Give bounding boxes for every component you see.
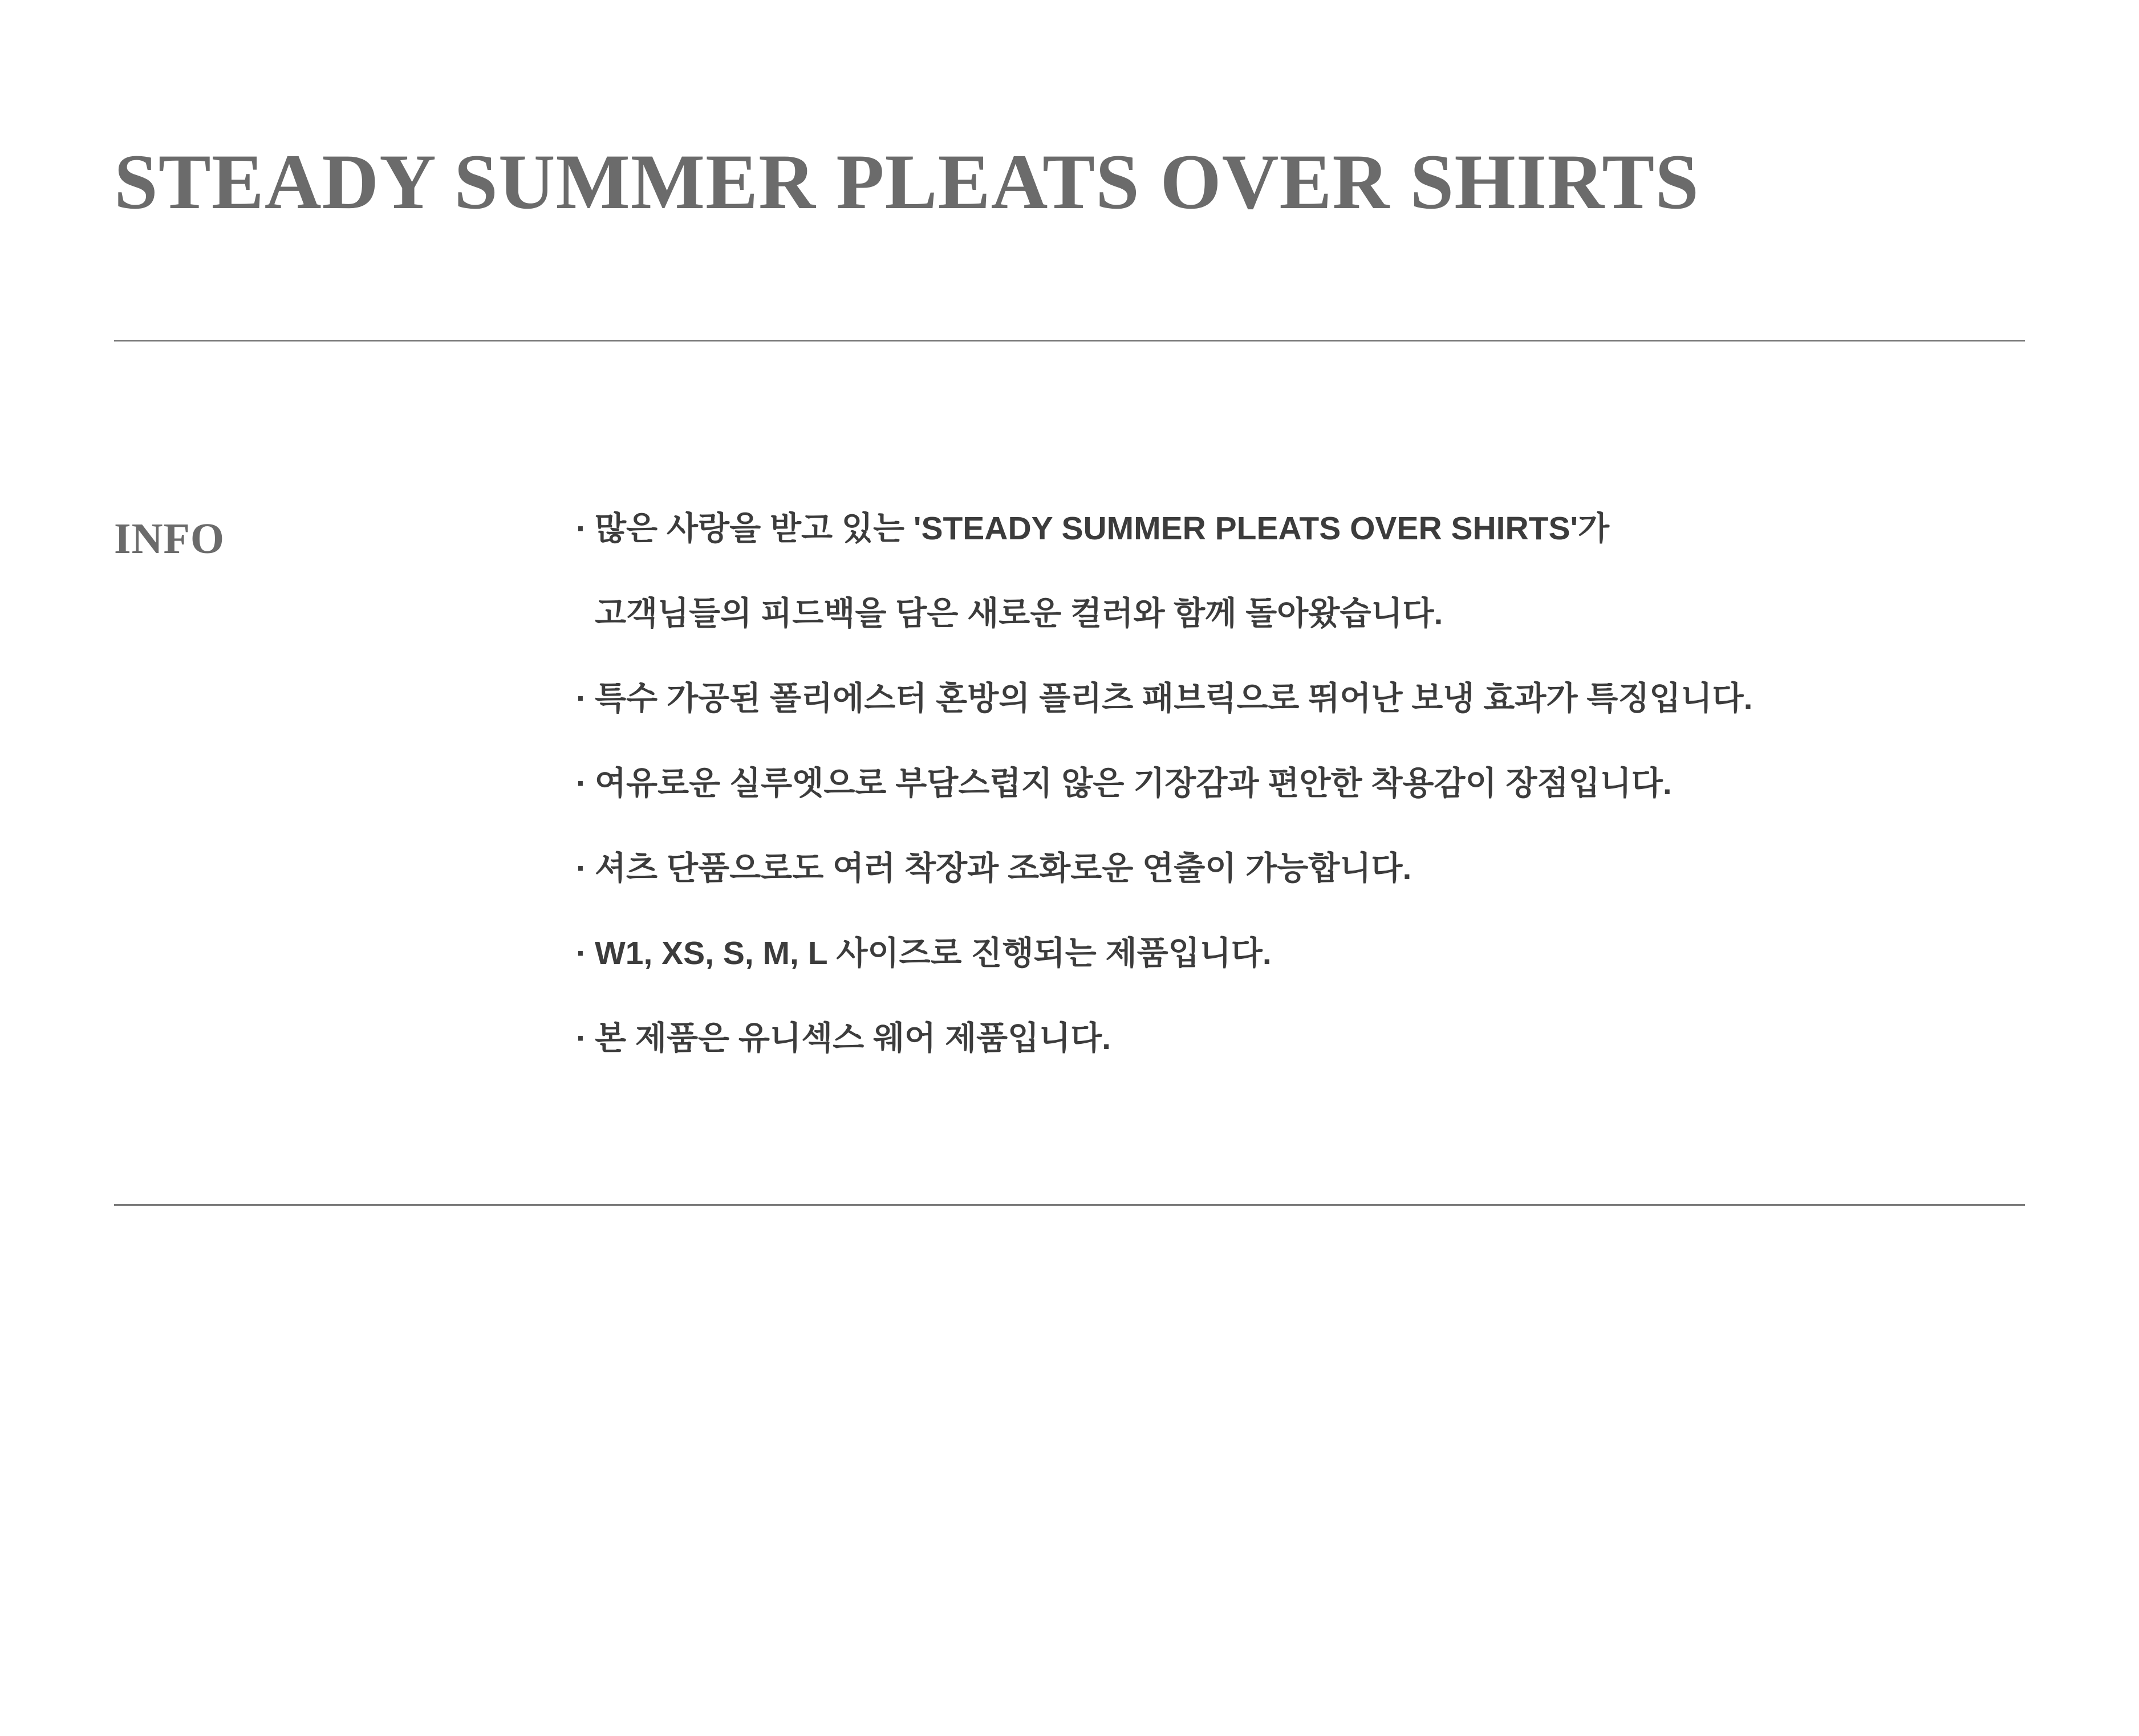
info-label: INFO [114, 515, 225, 563]
bullet-icon: · [576, 1020, 587, 1056]
list-item-text: 고객님들의 피드백을 담은 새로운 컬러와 함께 돌아왔습니다. [594, 595, 1443, 632]
list-item-text: 특수 가공된 폴리에스터 혼방의 플리츠 패브릭으로 뛰어난 보냉 효과가 특징입니다. [594, 680, 1753, 717]
list-item [576, 937, 2025, 970]
bullet-icon: · [576, 510, 587, 547]
bullet-icon: · [576, 850, 587, 887]
list-item-text: 본 제품은 유니섹스 웨어 제품입니다. [594, 1020, 1111, 1056]
page-title: STEADY SUMMER PLEATS OVER SHIRTS [114, 138, 1700, 225]
list-item [576, 852, 2025, 885]
list-item [576, 767, 2025, 800]
bullet-icon: · [576, 765, 587, 802]
list-item-text: 셔츠 단품으로도 여러 착장과 조화로운 연출이 가능합니다. [594, 850, 1412, 887]
list-item [576, 1022, 2025, 1055]
divider-bottom [114, 1204, 2025, 1206]
list-item [576, 682, 2025, 715]
list-item-text: 많은 사랑을 받고 있는 'STEADY SUMMER PLEATS OVER SHIRTS'가 [594, 510, 1610, 547]
list-item [576, 510, 2025, 547]
list-item [576, 597, 2025, 630]
info-section [114, 510, 2025, 1056]
list-item-text: W1, XS, S, M, L 사이즈로 진행되는 제품입니다. [594, 935, 1272, 971]
bullet-icon: · [576, 680, 587, 717]
list-item-text: 여유로운 실루엣으로 부담스럽지 않은 기장감과 편안한 착용감이 장점입니다. [594, 765, 1672, 802]
divider-top [114, 340, 2025, 341]
info-list [576, 510, 2025, 1056]
bullet-icon: · [576, 935, 587, 971]
